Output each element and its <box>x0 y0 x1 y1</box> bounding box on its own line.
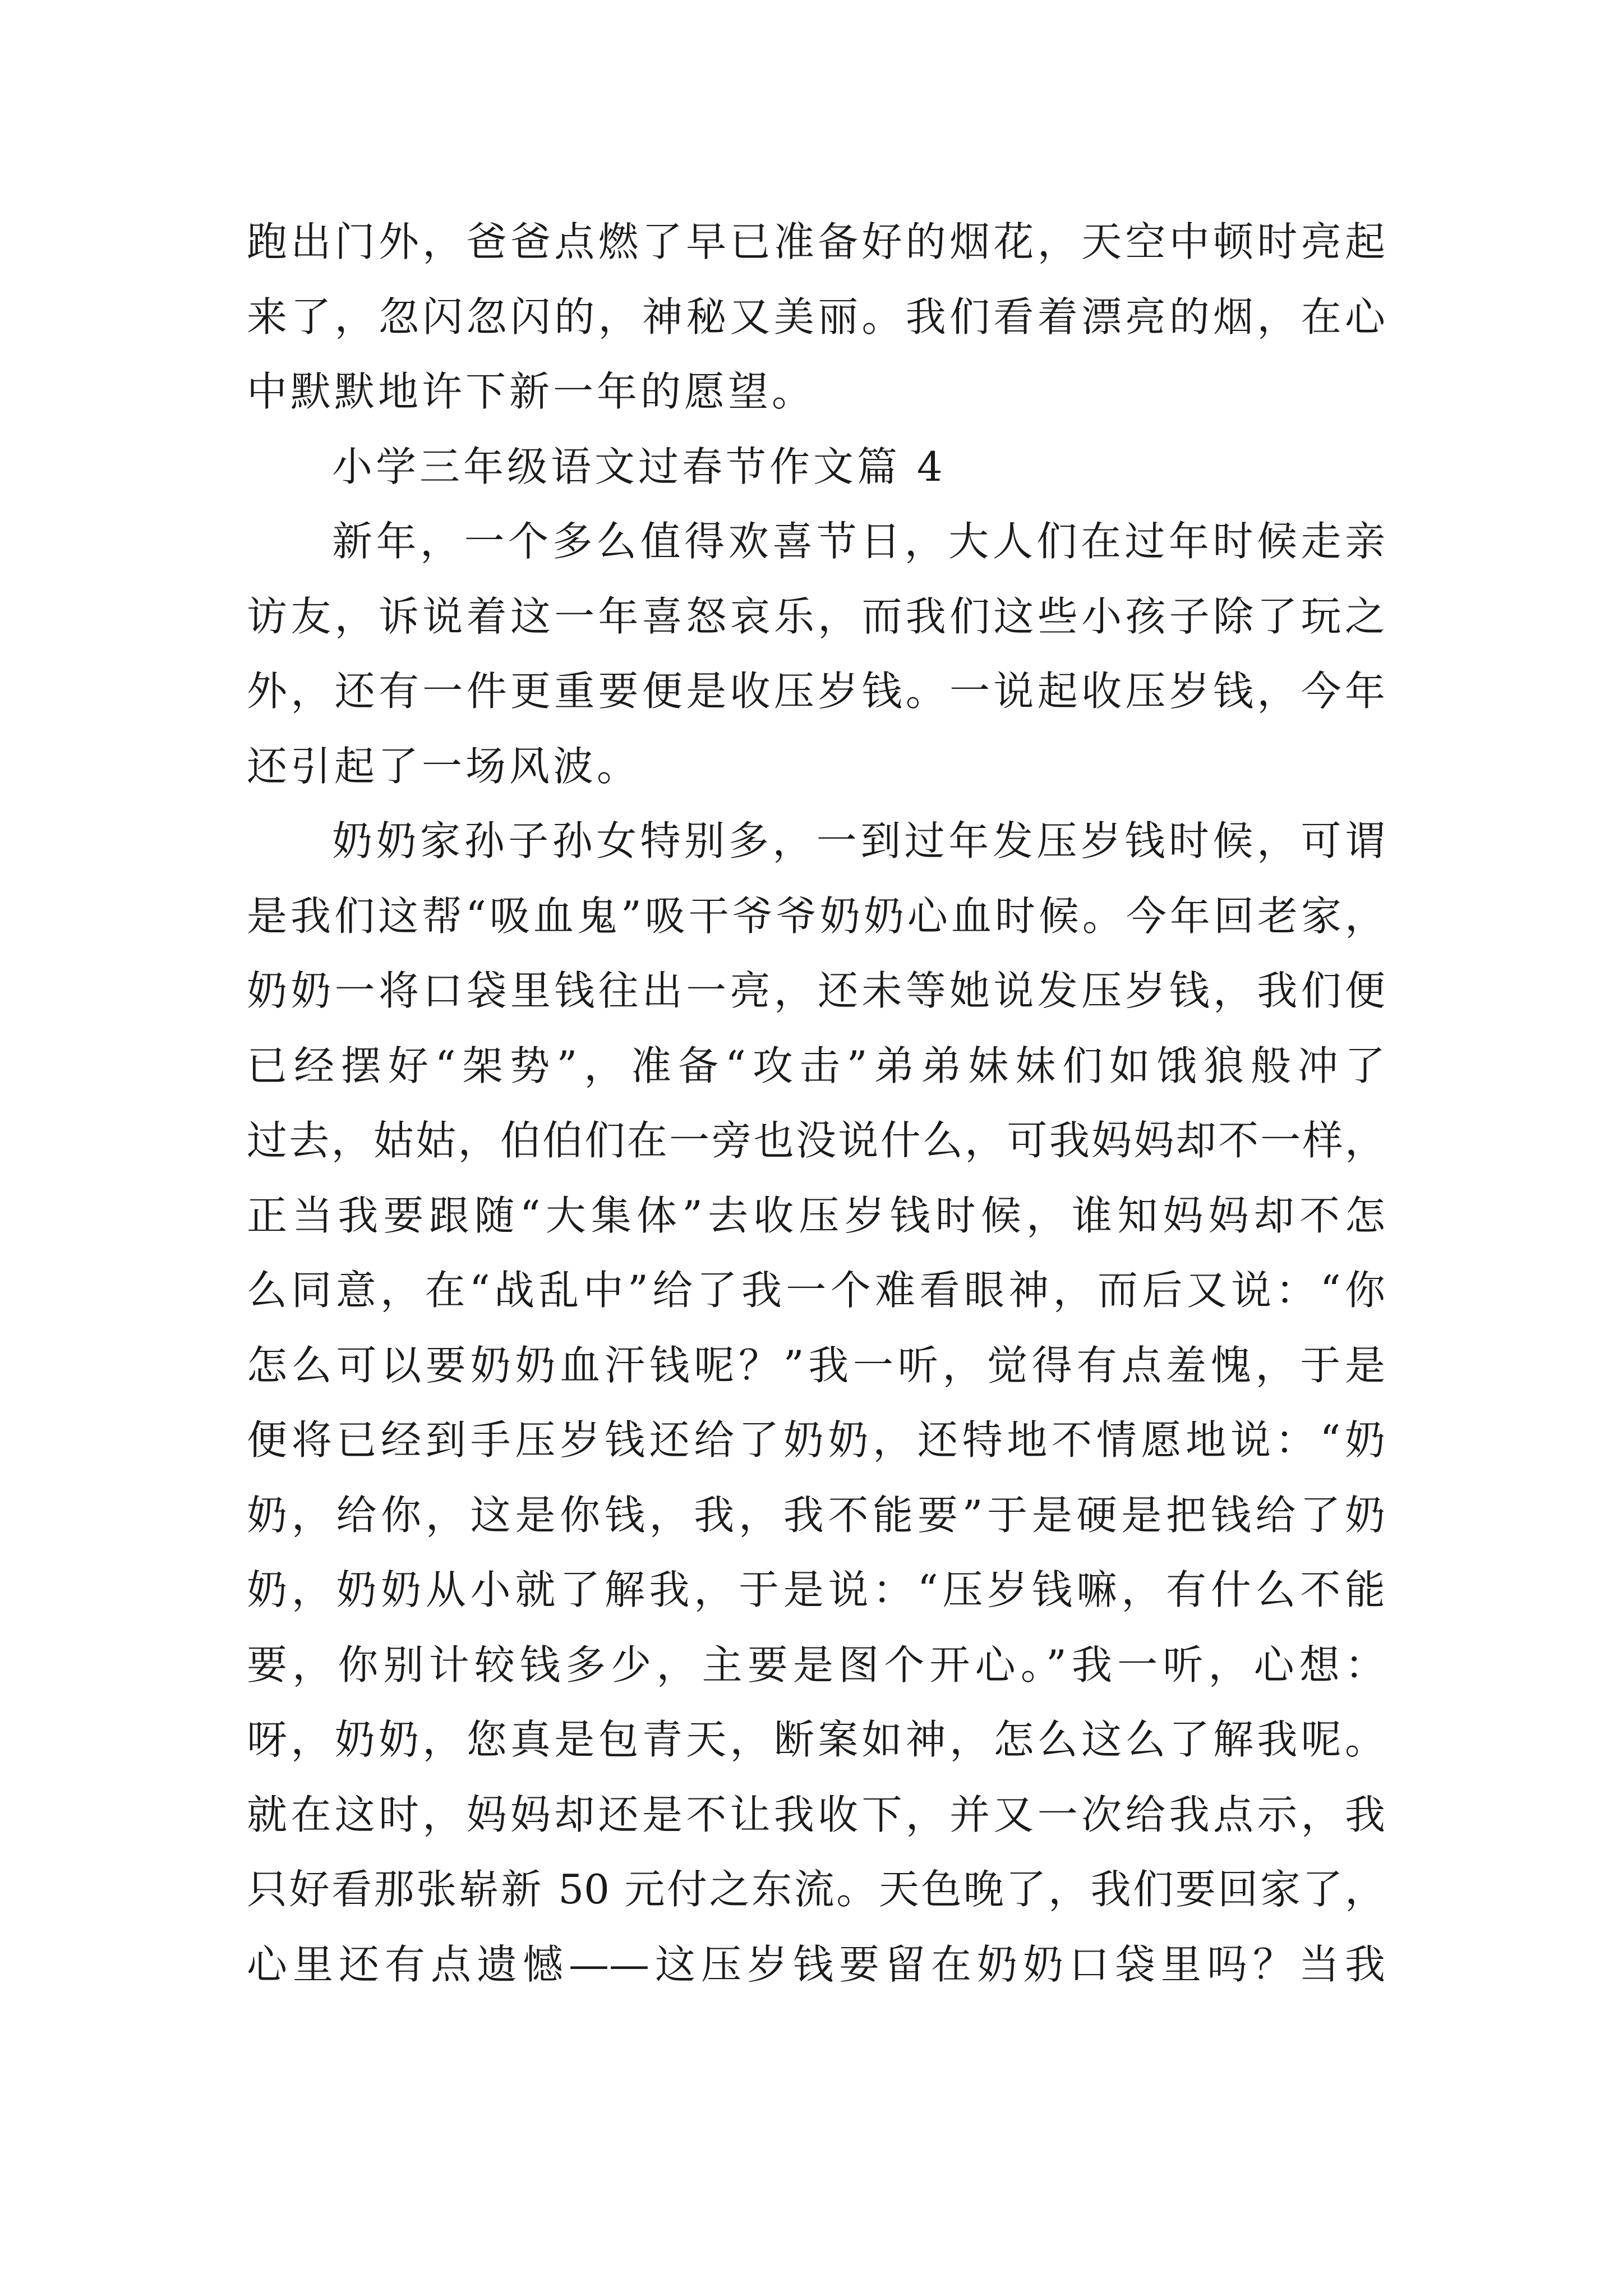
text-line: 心里还有点遗憾——这压岁钱要留在奶奶口袋里吗？当我 <box>247 1940 1385 1988</box>
essay-body <box>247 205 1385 2002</box>
text-line: 只好看那张崭新 50 元付之东流。天色晚了，我们要回家了， <box>247 1866 1385 1913</box>
text-line: 访友，诉说着这一年喜怒哀乐，而我们这些小孩子除了玩之 <box>247 592 1385 640</box>
text-line: 奶奶家孙子孙女特别多，一到过年发压岁钱时候，可谓 <box>332 817 1385 864</box>
text-line: 已经摆好“架势”，准备“攻击”弟弟妹妹们如饿狼般冲了 <box>247 1042 1385 1089</box>
text-line: 呀，奶奶，您真是包青天，断案如神，怎么这么了解我呢。 <box>247 1716 1385 1763</box>
text-line: 正当我要跟随“大集体”去收压岁钱时候，谁知妈妈却不怎 <box>247 1191 1385 1239</box>
text-line: 新年，一个多么值得欢喜节日，大人们在过年时候走亲 <box>332 518 1385 565</box>
text-line: 是我们这帮“吸血鬼”吸干爷爷奶奶心血时候。今年回老家， <box>247 892 1385 940</box>
text-line: 么同意，在“战乱中”给了我一个难看眼神，而后又说：“你 <box>247 1267 1385 1314</box>
text-line: 过去，姑姑，伯伯们在一旁也没说什么，可我妈妈却不一样， <box>247 1117 1385 1164</box>
text-line: 跑出门外，爸爸点燃了早已准备好的烟花，天空中顿时亮起 <box>247 218 1385 265</box>
text-line: 奶奶一将口袋里钱往出一亮，还未等她说发压岁钱，我们便 <box>247 967 1385 1014</box>
text-line: 外，还有一件更重要便是收压岁钱。一说起收压岁钱，今年 <box>247 668 1385 715</box>
text-line: 奶，奶奶从小就了解我，于是说：“压岁钱嘛，有什么不能 <box>247 1566 1385 1613</box>
text-line: 就在这时，妈妈却还是不让我收下，并又一次给我点示，我 <box>247 1791 1385 1838</box>
text-line: 还引起了一场风波。 <box>247 742 641 790</box>
text-line: 中默默地许下新一年的愿望。 <box>247 368 816 415</box>
text-line: 奶，给你，这是你钱，我，我不能要”于是硬是把钱给了奶 <box>247 1491 1385 1539</box>
text-line: 要，你别计较钱多少，主要是图个开心。”我一听，心想： <box>247 1641 1385 1688</box>
text-line: 怎么可以要奶奶血汗钱呢？”我一听，觉得有点羞愧，于是 <box>247 1341 1385 1389</box>
section-heading: 小学三年级语文过春节作文篇 4 <box>332 443 946 490</box>
text-line: 便将已经到手压岁钱还给了奶奶，还特地不情愿地说：“奶 <box>247 1416 1385 1464</box>
text-line: 来了，忽闪忽闪的，神秘又美丽。我们看着漂亮的烟，在心 <box>247 293 1385 341</box>
